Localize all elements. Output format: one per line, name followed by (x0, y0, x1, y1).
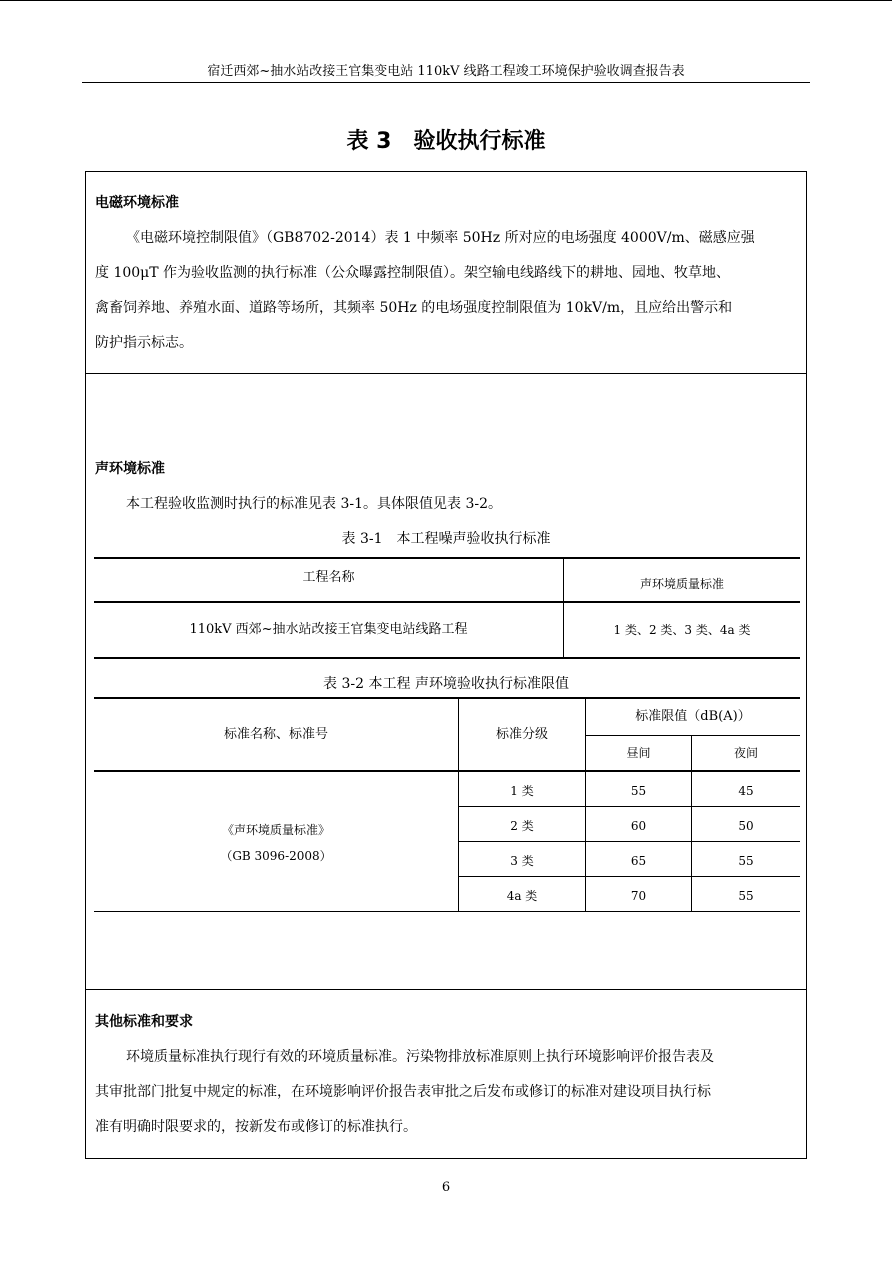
table-rule (94, 657, 800, 659)
table-rule (94, 557, 800, 559)
section-sound-intro: 本工程验收监测时执行的标准见表 3-1。具体限值见表 3-2。 (126, 496, 502, 512)
table-cell: 65 (630, 854, 647, 868)
table-cell: 110kV 西郊~抽水站改接王官集变电站线路工程 (189, 622, 468, 637)
section-other (85, 989, 807, 1159)
header-divider (82, 82, 810, 83)
table-cell: 2 类 (510, 819, 534, 833)
page-number: 6 (441, 1180, 451, 1195)
table-cell: 1 类、2 类、3 类、4a 类 (613, 623, 751, 637)
table-header-cell: 昼间 (626, 746, 651, 760)
table-cell: （GB 3096-2008） (220, 849, 332, 863)
table-cell: 4a 类 (506, 889, 538, 903)
table-rule (585, 698, 586, 912)
table-rule (458, 876, 800, 877)
table-rule (94, 770, 800, 772)
paragraph-line: 禽畜饲养地、养殖水面、道路等场所，其频率 50Hz 的电场强度控制限值为 10kV/m，且应给出警示和 (95, 300, 733, 316)
page-title (0, 126, 892, 158)
paragraph-line: 度 100μT 作为验收监测的执行标准（公众曝露控制限值）。架空输电线路线下的耕地、园地、牧草地、 (95, 265, 731, 281)
paragraph-line: 环境质量标准执行现行有效的环境质量标准。污染物排放标准原则上执行环境影响评价报告表及 (126, 1049, 714, 1065)
table-cell: 70 (630, 889, 647, 903)
paragraph-line: 其审批部门批复中规定的标准，在环境影响评价报告表审批之后发布或修订的标准对建设项目执行标 (95, 1084, 711, 1100)
table-cell: 55 (738, 854, 754, 868)
table-header-cell: 标准限值（dB(A)） (635, 709, 751, 724)
table-header-cell: 标准分级 (495, 727, 548, 742)
table-cell: 《声环境质量标准》 (221, 823, 330, 837)
top-border-line (0, 0, 892, 1)
table-rule (585, 735, 800, 736)
table-cell: 3 类 (510, 854, 534, 868)
section-sound (85, 373, 807, 990)
table-cell: 45 (738, 784, 754, 798)
table-cell: 1 类 (510, 784, 534, 798)
table-cell: 50 (738, 819, 754, 833)
table-header-cell: 工程名称 (302, 570, 355, 585)
running-header: 宿迁西郊~抽水站改接王官集变电站 110kV 线路工程竣工环境保护验收调查报告表 (207, 64, 685, 79)
paragraph-line: 防护指示标志。 (95, 335, 193, 351)
table-rule (94, 697, 800, 699)
table-header-cell: 夜间 (733, 746, 758, 760)
page-title-number: 表 3 (346, 129, 392, 154)
table-cell: 60 (630, 819, 647, 833)
page-title-text: 验收执行标准 (413, 129, 546, 154)
paragraph-line: 准有明确时限要求的，按新发布或修订的标准执行。 (95, 1119, 417, 1135)
table-header-cell: 标准名称、标准号 (223, 727, 328, 742)
section-electromagnetic-heading: 电磁环境标准 (95, 195, 179, 211)
table-rule (458, 841, 800, 842)
table-rule (563, 558, 564, 658)
table-cell: 55 (738, 889, 754, 903)
table-3-2-caption: 表 3-2 本工程 声环境验收执行标准限值 (323, 676, 569, 692)
table-cell: 55 (630, 784, 647, 798)
section-other-heading: 其他标准和要求 (95, 1014, 193, 1030)
table-header-cell: 声环境质量标准 (639, 577, 724, 591)
table-rule (94, 911, 800, 912)
paragraph-line: 《电磁环境控制限值》（GB8702-2014）表 1 中频率 50Hz 所对应的电场强度 4000V/m、磁感应强 (126, 230, 755, 246)
section-sound-heading: 声环境标准 (95, 461, 165, 477)
table-rule (94, 601, 800, 603)
table-3-1-caption: 表 3-1 本工程噪声验收执行标准 (341, 531, 551, 547)
table-rule (458, 806, 800, 807)
section-electromagnetic (85, 171, 807, 374)
